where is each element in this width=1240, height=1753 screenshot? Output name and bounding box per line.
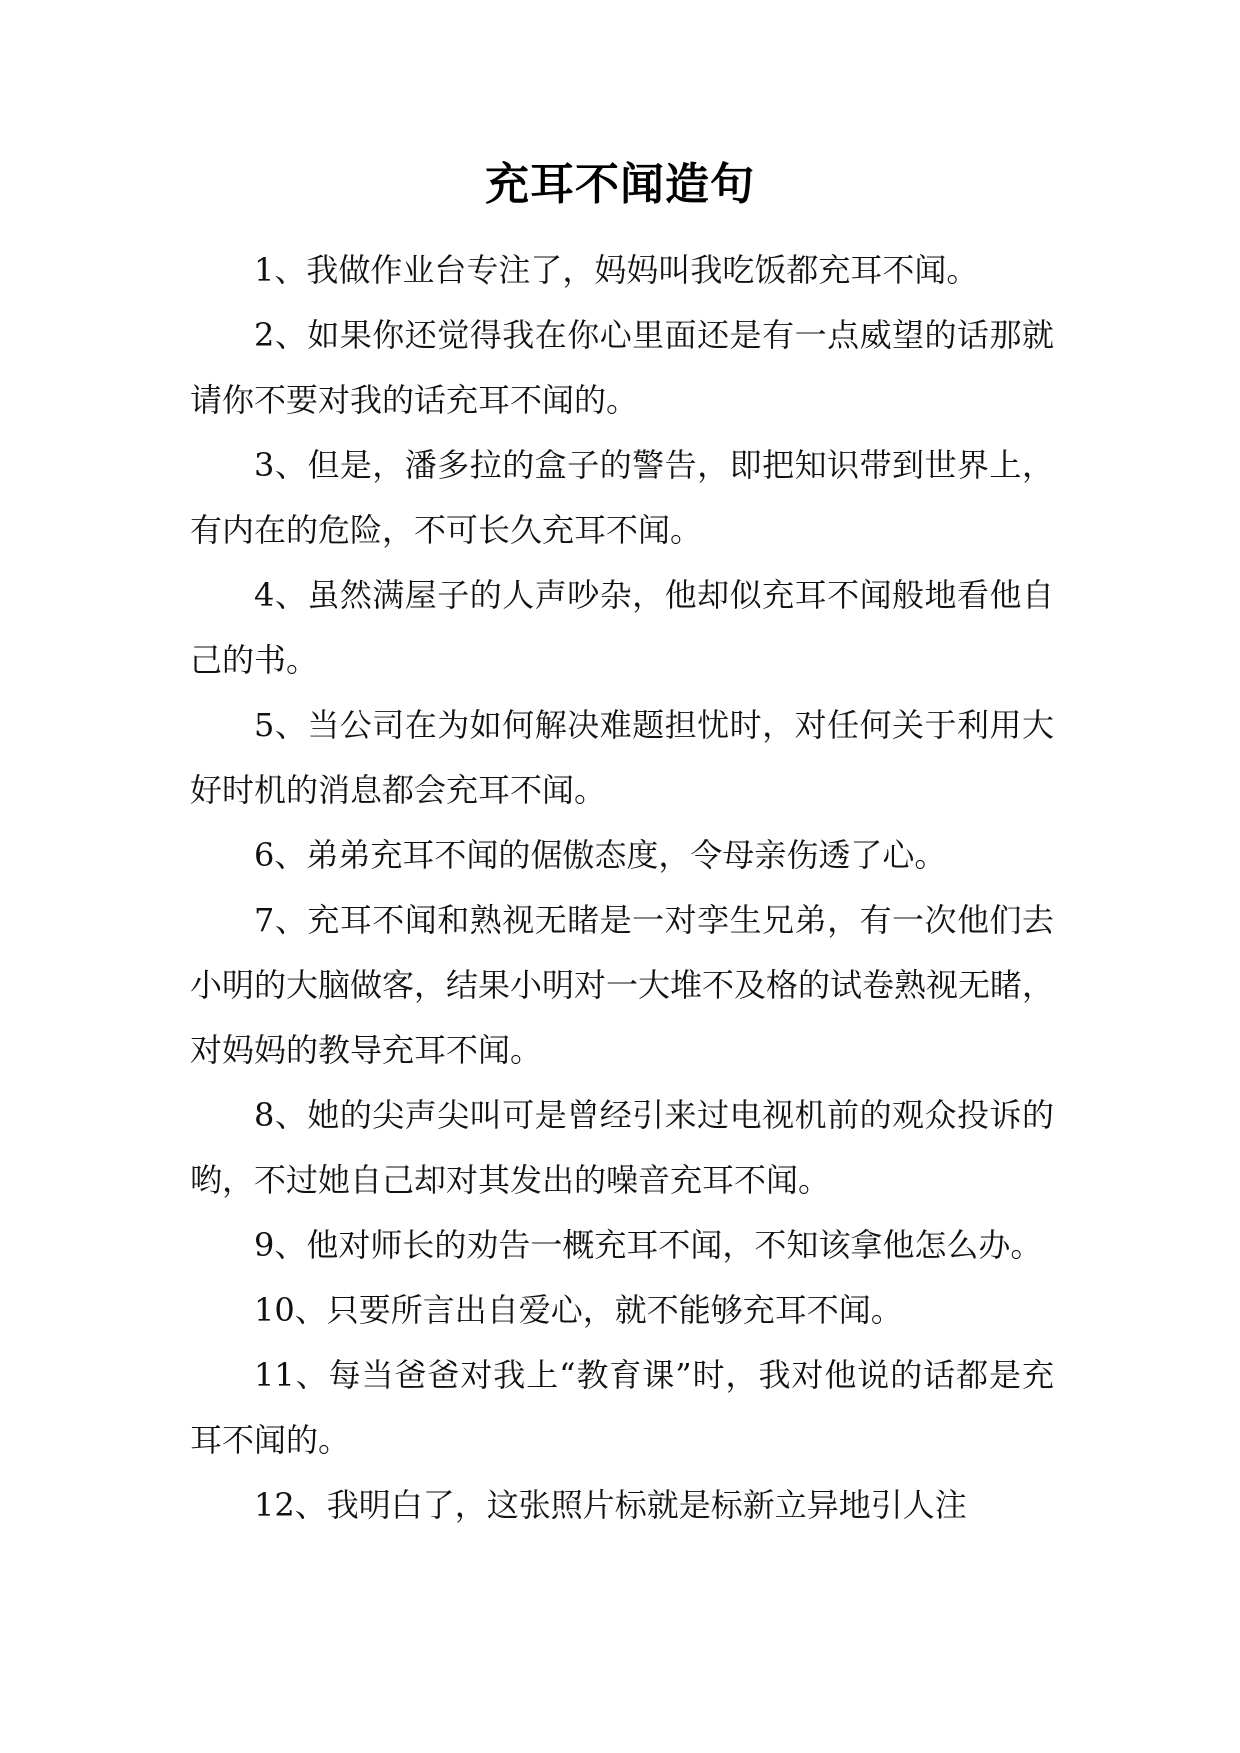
sentence-10: 10、只要所言出自爱心，就不能够充耳不闻。: [254, 1291, 903, 1329]
sentence-list: [190, 238, 1054, 1538]
document-title: 充耳不闻造句: [485, 159, 755, 210]
sentence-1: 1、我做作业台专注了，妈妈叫我吃饭都充耳不闻。: [254, 251, 979, 289]
sentence-5: 5、当公司在为如何解决难题担忧时，对任何关于利用大好时机的消息都会充耳不闻。: [190, 706, 1054, 809]
sentence-2: 2、如果你还觉得我在你心里面还是有一点威望的话那就请你不要对我的话充耳不闻的。: [190, 316, 1054, 419]
sentence-8: 8、她的尖声尖叫可是曾经引来过电视机前的观众投诉的哟，不过她自己却对其发出的噪音充耳不闻。: [190, 1096, 1054, 1199]
sentence-11: 11、每当爸爸对我上“教育课”时，我对他说的话都是充耳不闻的。: [190, 1356, 1054, 1459]
sentence-6: 6、弟弟充耳不闻的倨傲态度，令母亲伤透了心。: [254, 836, 947, 874]
sentence-7: 7、充耳不闻和熟视无睹是一对孪生兄弟，有一次他们去小明的大脑做客，结果小明对一大堆不及格的试卷熟视无睹，对妈妈的教导充耳不闻。: [190, 901, 1055, 1069]
sentence-3: 3、但是，潘多拉的盒子的警告，即把知识带到世界上，有内在的危险，不可长久充耳不闻。: [190, 446, 1054, 549]
sentence-12: 12、我明白了，这张照片标就是标新立异地引人注: [254, 1486, 967, 1524]
sentence-4: 4、虽然满屋子的人声吵杂，他却似充耳不闻般地看他自己的书。: [190, 576, 1054, 679]
sentence-9: 9、他对师长的劝告一概充耳不闻，不知该拿他怎么办。: [254, 1226, 1043, 1264]
